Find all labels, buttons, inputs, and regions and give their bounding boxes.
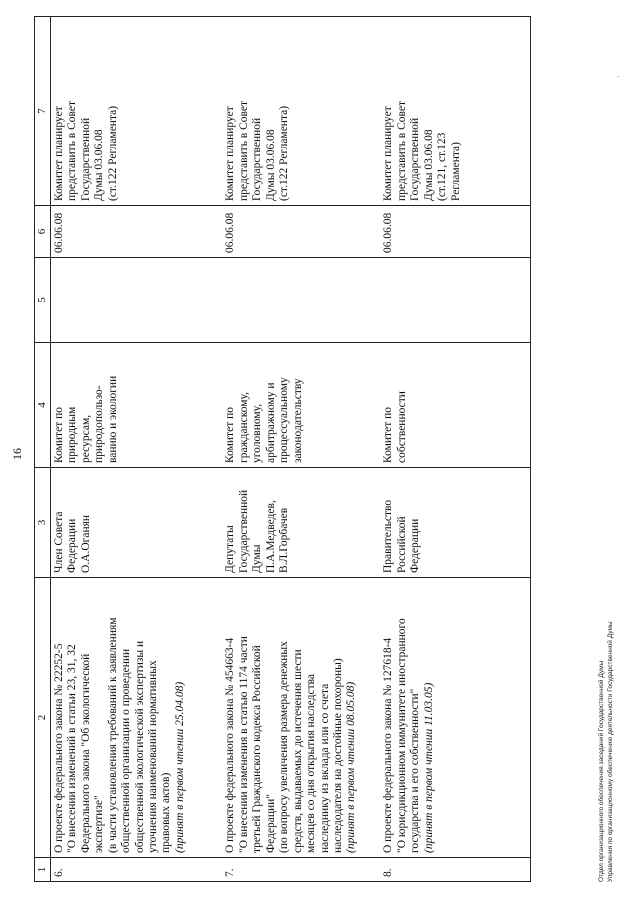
- initiator-line: Член Совета: [52, 511, 65, 573]
- first-reading-note: (принят в первом чтении 11.03.05): [422, 682, 435, 853]
- committee: [222, 343, 380, 468]
- initiator-line: Думы: [251, 544, 264, 573]
- committee-line: ресурсам,: [79, 414, 92, 463]
- initiator-line: В.Л.Горбачев: [278, 507, 291, 573]
- bill-line: Федерального закона "Об экологической: [79, 653, 92, 853]
- bill-line: "О юрисдикционном иммунитете иностранного: [395, 618, 408, 853]
- committee: [380, 343, 530, 468]
- agenda-table: [34, 16, 531, 882]
- bill-line: "О внесении изменений в статьи 23, 31, 32: [66, 644, 79, 853]
- committee-line: Комитет по: [382, 407, 395, 463]
- bill-line: (в части установления требований к заявлениям: [106, 617, 119, 853]
- status-line: представить в Совет: [66, 100, 79, 201]
- status-line: Государственной: [79, 117, 92, 201]
- committee-line: природопользо-: [93, 385, 106, 463]
- corner-mark: ·: [614, 75, 623, 78]
- bill-line: О проекте федерального закона № 22252-5: [52, 643, 65, 853]
- status-line: Думы 03.06.08: [264, 129, 277, 201]
- initiator: [50, 468, 222, 578]
- committee-line: арбитражному и: [264, 382, 277, 463]
- header-col-3: 3: [35, 468, 51, 578]
- status-line: Государственной: [409, 117, 422, 201]
- bill-line: месяцев со дня открытия наследства: [305, 674, 318, 853]
- bill-line: наследнику из вклада или со счета: [318, 683, 331, 853]
- initiator-line: Депутаты: [224, 525, 237, 573]
- bill-line: средств, выдаваемых до истечения шести: [291, 649, 304, 853]
- column-5-cell: [380, 258, 530, 343]
- committee-line: ванию и экологии: [106, 375, 119, 463]
- status-line: Думы 03.06.08: [93, 129, 106, 201]
- table-row: [50, 17, 222, 882]
- bill-line: правовых актов): [160, 772, 173, 853]
- committee-line: законодательству: [291, 378, 304, 463]
- status-line: Комитет планирует: [224, 106, 237, 201]
- row-number: 7.: [222, 858, 380, 882]
- status-line: представить в Совет: [237, 100, 250, 201]
- header-col-6: 6: [35, 206, 51, 258]
- initiator-line: П.А.Медведев,: [264, 500, 277, 573]
- status-line: (ст.122 Регламента): [278, 105, 291, 201]
- status: [50, 17, 222, 206]
- initiator-line: Федерации: [409, 518, 422, 573]
- footer-line: Управления по организационному обеспечению деятельности Государственной Думы: [606, 621, 614, 882]
- initiator: [222, 468, 380, 578]
- status-line: Думы 03.06.08: [422, 129, 435, 201]
- initiator-line: Российской: [395, 516, 408, 573]
- bill-line: общественной экологической экспертизы и: [133, 640, 146, 853]
- committee-line: гражданскому,: [237, 391, 250, 463]
- committee-line: собственности: [395, 391, 408, 463]
- bill-line: Федерации": [264, 793, 277, 853]
- bill-line: экспертизе": [93, 795, 106, 853]
- first-reading-note: (принят в первом чтении 25.04.08): [173, 681, 186, 853]
- date-cell: 06.06.08: [380, 206, 530, 258]
- bill-line: наследодателя на достойные похороны): [331, 658, 344, 853]
- committee-line: процессуальному: [278, 377, 291, 463]
- header-row: [35, 17, 51, 882]
- bill-line: уточнения наименований нормативных: [147, 660, 160, 853]
- column-5-cell: [50, 258, 222, 343]
- bill-line: государства и его собственности": [409, 688, 422, 853]
- status-line: (ст.121, ст.123: [436, 132, 449, 201]
- committee-line: уголовному,: [251, 403, 264, 463]
- status-line: представить в Совет: [395, 100, 408, 201]
- status-line: Комитет планирует: [382, 106, 395, 201]
- header-col-2: 2: [35, 578, 51, 858]
- column-5-cell: [222, 258, 380, 343]
- bill-line: третьей Гражданского кодекса Российской: [251, 645, 264, 853]
- status: [222, 17, 380, 206]
- initiator-line: Федерации: [66, 518, 79, 573]
- bill-description: [222, 578, 380, 858]
- bill-line: О проекте федерального закона № 127618-4: [382, 637, 395, 853]
- bill-line: (по вопросу увеличения размера денежных: [278, 641, 291, 853]
- first-reading-note: (принят в первом чтении 08.05.08): [345, 681, 358, 853]
- status-line: (ст.122 Регламента): [106, 105, 119, 201]
- committee-line: Комитет по: [224, 407, 237, 463]
- committee-line: Комитет по: [52, 407, 65, 463]
- header-col-4: 4: [35, 343, 51, 468]
- date-cell: 06.06.08: [50, 206, 222, 258]
- bill-description: [380, 578, 530, 858]
- footer-line: Отдел организационного обеспечения заседаний Государственной Думы: [598, 660, 605, 882]
- date-cell: 06.06.08: [222, 206, 380, 258]
- status: [380, 17, 530, 206]
- bill-line: "О внесении изменения в статью 1174 части: [237, 636, 250, 853]
- committee-line: природным: [66, 406, 79, 463]
- header-col-5: 5: [35, 258, 51, 343]
- row-number: 6.: [50, 858, 222, 882]
- initiator-line: О.А.Оганян: [79, 514, 92, 573]
- initiator-line: Государственной: [237, 489, 250, 573]
- table-row: [380, 17, 530, 882]
- initiator: [380, 468, 530, 578]
- committee: [50, 343, 222, 468]
- initiator-line: Правительство: [382, 499, 395, 573]
- footer: [598, 621, 616, 882]
- status-line: Регламента): [449, 142, 462, 201]
- bill-line: общественной организации о проведении: [120, 648, 133, 853]
- bill-line: О проекте федерального закона № 454663-4: [224, 637, 237, 853]
- header-col-1: 1: [35, 858, 51, 882]
- bill-description: [50, 578, 222, 858]
- header-col-7: 7: [35, 17, 51, 206]
- row-number: 8.: [380, 858, 530, 882]
- page-number: 16: [10, 448, 24, 460]
- table-row: [222, 17, 380, 882]
- status-line: Государственной: [251, 117, 264, 201]
- status-line: Комитет планирует: [52, 106, 65, 201]
